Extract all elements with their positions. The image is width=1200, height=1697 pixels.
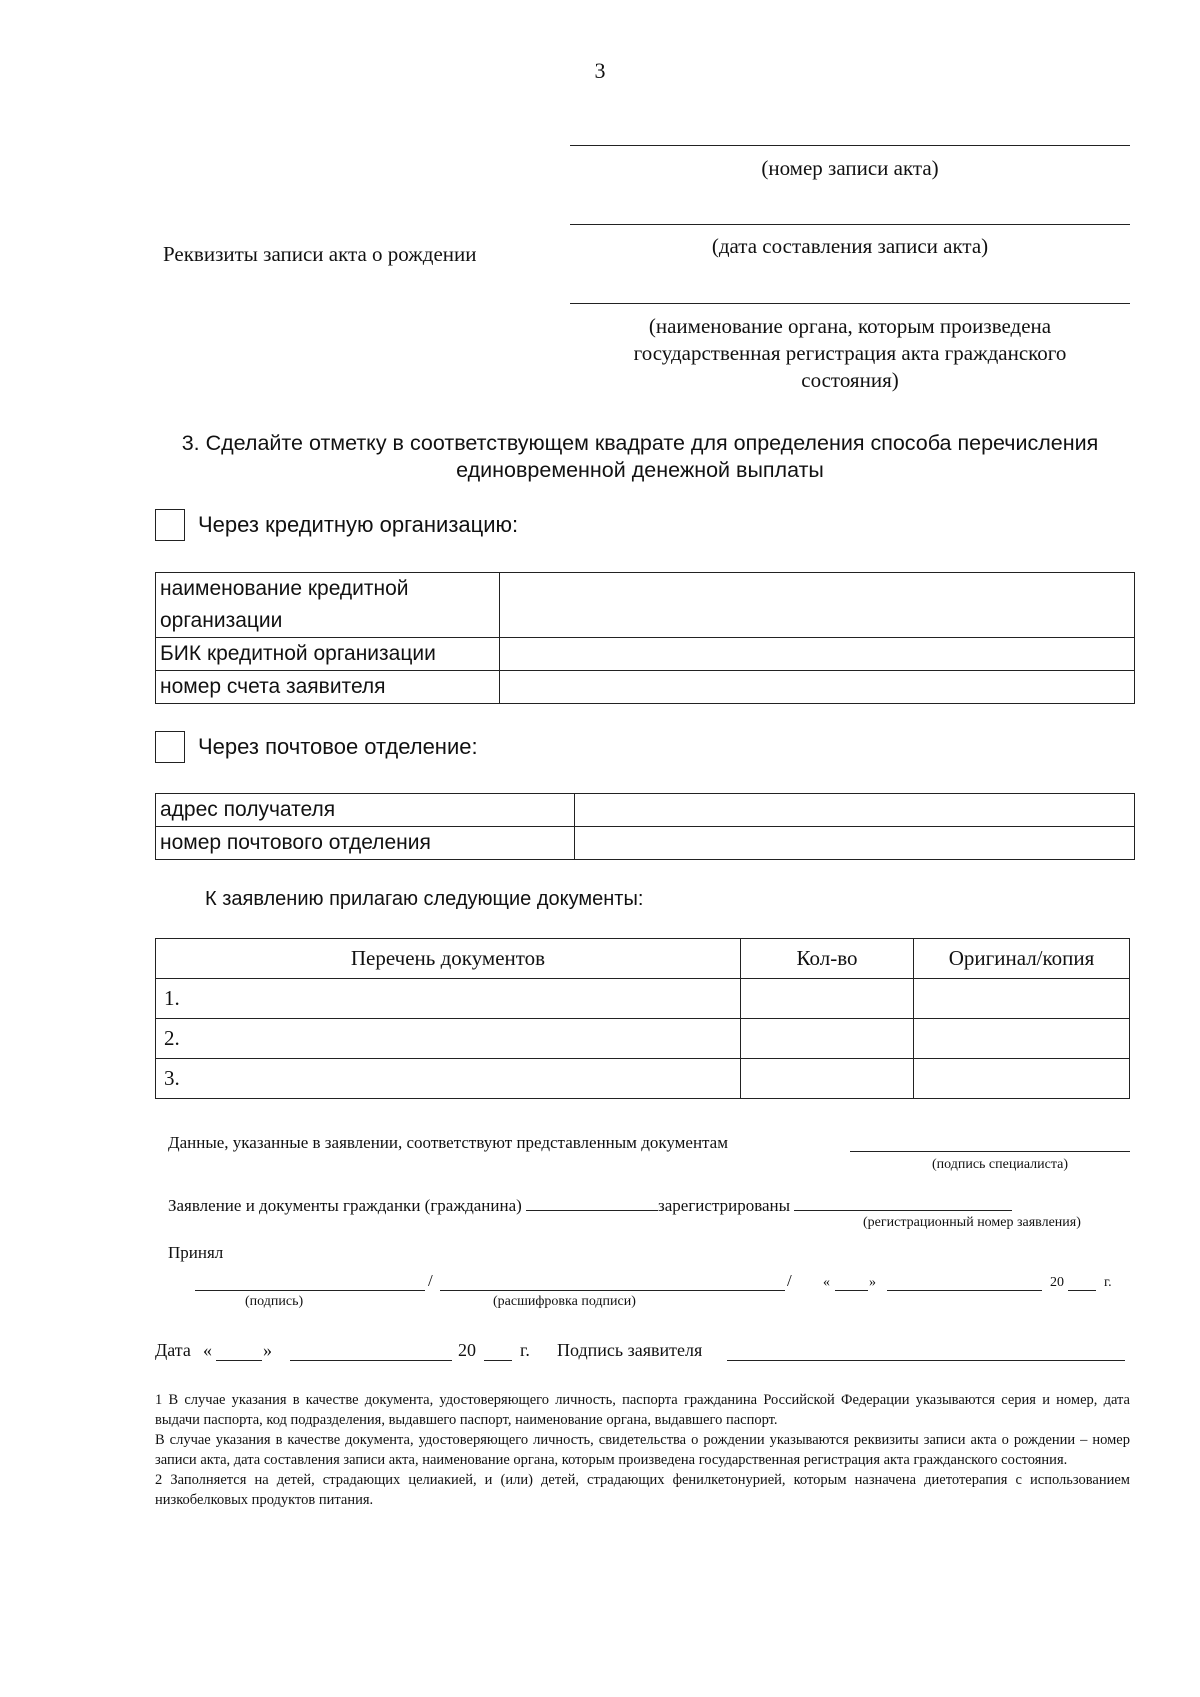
document-row-2[interactable]: 2. [156,1019,741,1059]
accepted-signature-line[interactable] [195,1290,425,1291]
post-details-table [155,793,1135,860]
table-row [156,827,1135,860]
recipient-address-input[interactable] [575,794,1135,827]
accepted-quote-open: « [823,1275,830,1290]
accepted-day-line[interactable] [835,1290,868,1291]
record-number-caption: (номер записи акта) [761,156,939,180]
applicant-signature-line[interactable] [727,1360,1125,1361]
bik-label: БИК кредитной организации [156,638,500,671]
bank-option-checkbox[interactable] [155,509,185,541]
table-row [156,979,1130,1019]
table-row [156,573,1135,638]
accepted-year-suffix: г. [1104,1275,1112,1290]
document-type-2[interactable] [914,1019,1130,1059]
record-date-line[interactable] [570,224,1130,225]
bik-input[interactable] [500,638,1135,671]
table-row [156,1059,1130,1099]
accepted-year-prefix: 20 [1050,1275,1064,1290]
applicant-quote-close: » [263,1340,272,1360]
bank-option-label: Через кредитную организацию: [198,512,519,537]
footnote-1b: В случае указания в качестве документа, удостоверяющего личность, свидетельства о рождении указываются реквизиты записи акта о рождении – номер записи акта, дата составления записи акта, наименование органа, которым произведена государственная регистрация акта гражданского состояния. [155,1432,1130,1468]
table-row [156,671,1135,704]
accepted-quote-close: » [869,1275,876,1290]
section3-title: 3. Сделайте отметку в соответствующем квадрате для определения способа перечисления единовременной денежной выплаты [181,431,1099,482]
signature-decode-caption: (расшифровка подписи) [493,1294,636,1309]
authority-caption: (наименование органа, которым произведена государственная регистрация акта гражданского состояния) [633,314,1067,392]
document-count-2[interactable] [741,1019,914,1059]
document-type-1[interactable] [914,979,1130,1019]
documents-header-count: Кол-во [741,939,914,979]
footnote-1a: 1 В случае указания в качестве документа, удостоверяющего личность, паспорта гражданина Российской Федерации указываются серия и номер, дата выдачи паспорта, код подразделения, выдавшего паспорт, наименование органа, выдавшего паспорт. [155,1392,1130,1428]
post-option-label: Через почтовое отделение: [198,734,478,759]
record-date-caption: (дата составления записи акта) [711,234,989,258]
footnote-2: 2 Заполняется на детей, страдающих целиакией, и (или) детей, страдающих фенилкетонурией, которым назначена диетотерапия с использованием низкобелковых продуктов питания. [155,1472,1130,1508]
accepted-decode-line[interactable] [440,1290,785,1291]
document-count-3[interactable] [741,1059,914,1099]
footnotes [155,1390,1130,1510]
bank-details-table [155,572,1135,704]
signature-caption: (подпись) [245,1294,304,1309]
accepted-label: Принял [168,1243,224,1262]
post-option-checkbox[interactable] [155,731,185,763]
accepted-month-line[interactable] [887,1290,1042,1291]
applicant-quote-open: « [203,1340,212,1360]
applicant-month-line[interactable] [290,1360,452,1361]
authority-line[interactable] [570,303,1130,304]
applicant-signature-label: Подпись заявителя [557,1340,703,1360]
applicant-date-label: Дата [155,1340,191,1360]
data-match-text: Данные, указанные в заявлении, соответствуют представленным документам [168,1133,728,1152]
table-row [156,1019,1130,1059]
specialist-signature-caption: (подпись специалиста) [931,1157,1069,1172]
birth-record-label: Реквизиты записи акта о рождении [163,242,477,266]
recipient-address-label: адрес получателя [156,794,575,827]
page-number: 3 [594,58,606,83]
bank-name-label: наименование кредитной организации [156,573,500,638]
documents-table [155,938,1130,1099]
reg-number-caption: (регистрационный номер заявления) [863,1215,1081,1230]
accepted-year-line[interactable] [1068,1290,1096,1291]
specialist-signature-line[interactable] [850,1151,1130,1152]
table-row [156,939,1130,979]
applicant-day-line[interactable] [216,1360,262,1361]
slash-2: / [787,1271,792,1290]
post-office-number-label: номер почтового отделения [156,827,575,860]
applicant-year-line[interactable] [484,1360,512,1361]
table-row [156,638,1135,671]
applicant-year-prefix: 20 [458,1340,476,1360]
documents-intro: К заявлению прилагаю следующие документы: [205,888,644,910]
registered-text [168,1192,1012,1216]
registration-number-line[interactable] [794,1192,1012,1211]
account-number-input[interactable] [500,671,1135,704]
documents-header-original-copy: Оригинал/копия [914,939,1130,979]
slash-1: / [428,1271,433,1290]
table-row [156,794,1135,827]
post-office-number-input[interactable] [575,827,1135,860]
document-row-3[interactable]: 3. [156,1059,741,1099]
registered-text-part1: Заявление и документы гражданки (гражданина) [168,1196,522,1215]
citizen-name-line[interactable] [526,1192,658,1211]
documents-header-list: Перечень документов [156,939,741,979]
registered-text-part2: зарегистрированы [658,1196,791,1215]
document-row-1[interactable]: 1. [156,979,741,1019]
document-count-1[interactable] [741,979,914,1019]
applicant-year-suffix: г. [520,1340,530,1360]
bank-name-input[interactable] [500,573,1135,638]
account-number-label: номер счета заявителя [156,671,500,704]
document-type-3[interactable] [914,1059,1130,1099]
record-number-line[interactable] [570,145,1130,146]
